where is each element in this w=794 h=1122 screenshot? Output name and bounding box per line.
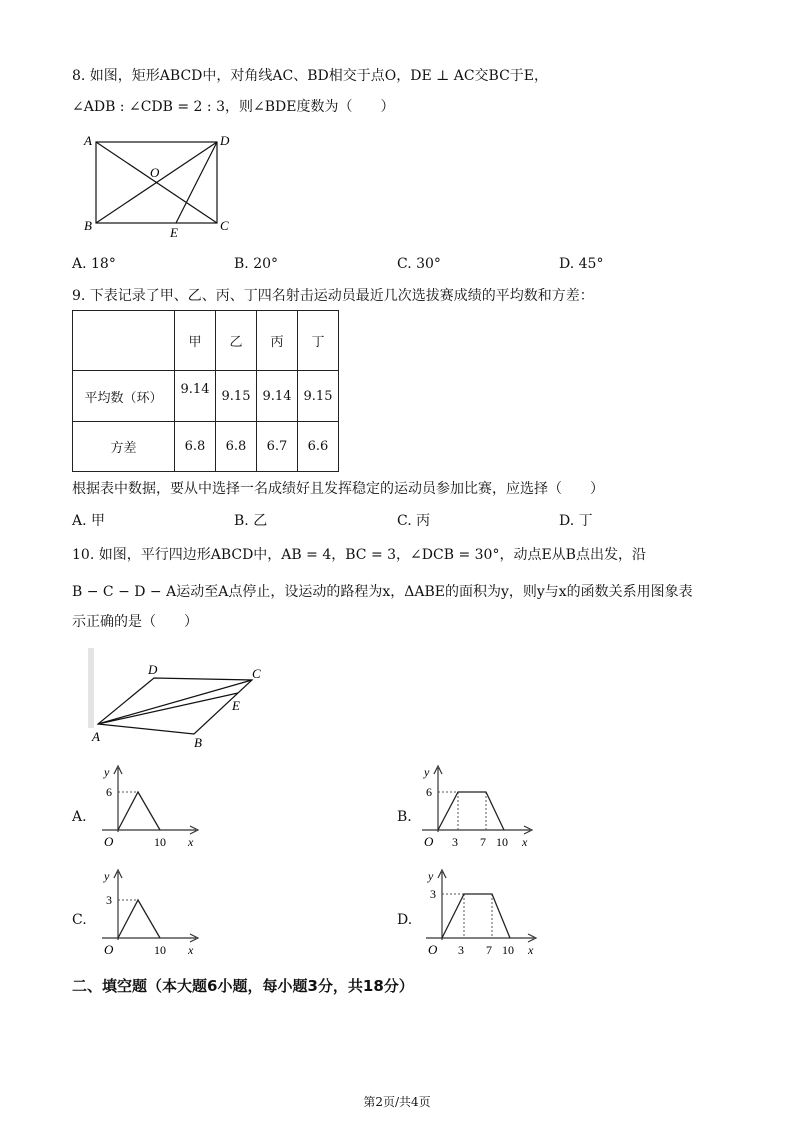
origin-label: O — [428, 942, 438, 956]
label-c: C — [220, 218, 229, 233]
q10-stem-line2: B − C − D − A运动至A点停止，设运动的路程为x，ΔABE的面积为y，则y与x的函数关系用图象表 — [72, 584, 693, 600]
row-label-mean: 平均数（环） — [73, 371, 175, 422]
table-row — [73, 371, 339, 422]
y-max-label: 6 — [106, 785, 112, 799]
label-e: E — [232, 698, 240, 713]
tick-label: 10 — [502, 943, 514, 956]
q10-option-c-letter[interactable]: C. — [72, 912, 87, 928]
header-yi: 乙 — [216, 311, 257, 371]
header-bing: 丙 — [257, 311, 298, 371]
tick-label: 7 — [480, 835, 486, 849]
q9-option-c[interactable]: C. 丙 — [397, 513, 431, 529]
header-jia: 甲 — [175, 311, 216, 371]
q10-graph-c[interactable] — [92, 864, 212, 956]
tick-label: 3 — [452, 835, 458, 849]
header-ding: 丁 — [298, 311, 339, 371]
y-max-label: 3 — [106, 893, 112, 907]
label-a: A — [84, 133, 92, 148]
q10-stem-line3: 示正确的是（ ） — [72, 614, 198, 630]
graph-b-curve — [438, 792, 504, 830]
origin-label: O — [424, 834, 434, 849]
tick-label: 3 — [458, 943, 464, 956]
axis-y-label: y — [424, 765, 430, 779]
variance-jia: 6.8 — [175, 422, 216, 472]
page-number: 第2页/共4页 — [363, 1095, 431, 1109]
segment-ae — [98, 693, 238, 724]
q10-parallelogram-figure — [84, 644, 284, 754]
q10-graph-a[interactable] — [92, 760, 212, 852]
label-b: B — [194, 735, 202, 750]
q8-rectangle-figure — [80, 128, 240, 240]
axis-x-label: x — [188, 835, 194, 849]
q10-graph-b[interactable] — [412, 760, 547, 852]
mean-ding: 9.15 — [298, 371, 339, 422]
variance-ding: 6.6 — [298, 422, 339, 472]
label-d: D — [148, 662, 158, 677]
label-o: O — [150, 165, 160, 180]
tick-label: 10 — [496, 835, 508, 849]
q10-stem-line1: 10. 如图，平行四边形ABCD中，AB = 4，BC = 3，∠DCB = 30°，动点E从B点出发，沿 — [72, 547, 646, 563]
q9-stem: 9. 下表记录了甲、乙、丙、丁四名射击运动员最近几次选拔赛成绩的平均数和方差： — [72, 288, 594, 304]
tick-label: 10 — [154, 835, 166, 849]
table-row — [73, 422, 339, 472]
mean-bing: 9.14 — [257, 371, 298, 422]
q8-option-d[interactable]: D. 45° — [559, 256, 604, 272]
q8-stem-line1: 8. 如图，矩形ABCD中，对角线AC、BD相交于点O，DE ⊥ AC交BC于E， — [72, 68, 549, 84]
segment-de — [176, 142, 217, 223]
q9-option-a[interactable]: A. 甲 — [72, 513, 106, 529]
tick-label: 10 — [154, 943, 166, 956]
mean-yi: 9.15 — [216, 371, 257, 422]
origin-label: O — [104, 942, 114, 956]
table-corner-cell — [73, 311, 175, 371]
q9-score-table — [72, 310, 339, 472]
q9-option-b[interactable]: B. 乙 — [234, 513, 268, 529]
table-header-row — [73, 311, 339, 371]
label-e: E — [170, 225, 178, 240]
q10-option-b-letter[interactable]: B. — [397, 809, 412, 825]
scan-shadow — [88, 648, 94, 728]
origin-label: O — [104, 834, 114, 849]
axis-x-label: x — [522, 835, 528, 849]
label-a: A — [92, 729, 100, 744]
y-max-label: 6 — [426, 785, 432, 799]
y-max-label: 3 — [430, 887, 436, 901]
axis-x-label: x — [528, 943, 534, 956]
q10-graph-d[interactable] — [416, 864, 551, 956]
label-b: B — [84, 218, 92, 233]
graph-c-curve — [118, 900, 160, 938]
label-d: D — [220, 133, 230, 148]
q8-stem-line2: ∠ADB : ∠CDB = 2 : 3，则∠BDE度数为（ ） — [72, 99, 395, 115]
axis-y-label: y — [104, 765, 110, 779]
q8-option-a[interactable]: A. 18° — [72, 256, 116, 272]
graph-a-curve — [118, 792, 160, 830]
q8-option-c[interactable]: C. 30° — [397, 256, 441, 272]
q10-option-a-letter[interactable]: A. — [72, 809, 87, 825]
variance-yi: 6.8 — [216, 422, 257, 472]
q8-option-b[interactable]: B. 20° — [234, 256, 279, 272]
q10-option-d-letter[interactable]: D. — [397, 912, 413, 928]
label-c: C — [252, 666, 261, 681]
graph-d-curve — [442, 894, 510, 938]
section-2-title: 二、填空题（本大题6小题，每小题3分，共18分） — [72, 977, 414, 995]
tick-label: 7 — [486, 943, 492, 956]
mean-jia: 9.14 — [175, 371, 216, 422]
axis-x-label: x — [188, 943, 194, 956]
axis-y-label: y — [428, 869, 434, 883]
row-label-variance: 方差 — [73, 422, 175, 472]
q9-question: 根据表中数据，要从中选择一名成绩好且发挥稳定的运动员参加比赛，应选择（ ） — [72, 481, 604, 497]
axis-y-label: y — [104, 869, 110, 883]
q9-option-d[interactable]: D. 丁 — [559, 513, 593, 529]
variance-bing: 6.7 — [257, 422, 298, 472]
